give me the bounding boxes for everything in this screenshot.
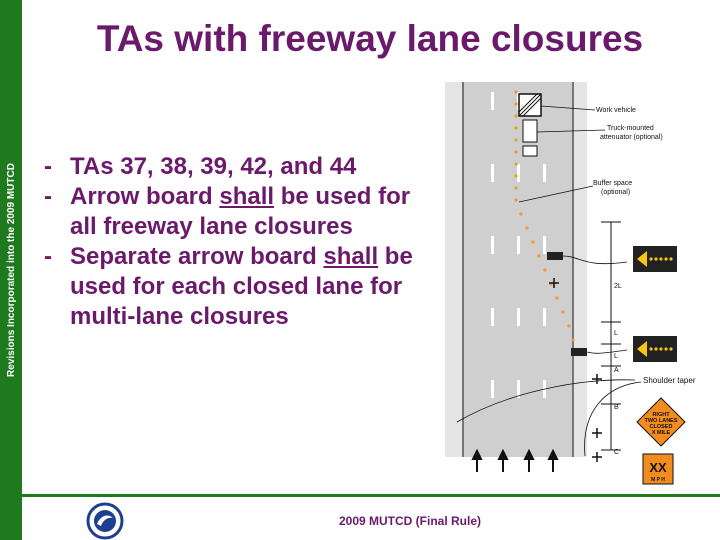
lane-closed-warning-sign <box>637 398 685 446</box>
arrow-board-callout-2 <box>633 336 677 362</box>
road-arrow-board-1 <box>547 252 563 260</box>
speed-plaque-unit: M P H <box>651 477 665 483</box>
label-buffer-1: Buffer space <box>593 180 633 187</box>
label-buffer-2: (optional) <box>601 189 631 196</box>
bullet-separate-board-post: be used for each closed lane for multi-lane closures <box>70 243 413 330</box>
bullet-ta-text: TAs 37, 38, 39, 42, and 44 <box>70 153 357 180</box>
bullet-arrow-board-pre: Arrow board <box>70 183 220 210</box>
truck-attenuator-icon <box>523 120 537 142</box>
speed-plaque <box>643 454 673 484</box>
bullet-arrow-board-shall: shall <box>219 183 275 210</box>
label-tma-2: attenuator (optional) <box>600 134 663 141</box>
bullet-ta-list: - TAs 37, 38, 39, 42, and 44 <box>44 153 357 180</box>
sign-line-1: RIGHT <box>652 412 670 418</box>
sign-line-4: X MILE <box>651 430 671 436</box>
usdot-seal-logo <box>86 502 124 540</box>
sidebar-caption: Revisions Incorporated into the 2009 MUTCD <box>6 163 17 377</box>
label-tma-1: Truck-mounted <box>607 125 654 132</box>
bullet-separate-board-shall: shall <box>323 243 379 270</box>
sign-line-2: TWO LANES <box>644 418 678 424</box>
bullet-list <box>44 152 424 332</box>
dim-l-label-1: L <box>614 330 618 337</box>
roadway <box>463 82 573 457</box>
dim-2l-label: 2L <box>614 283 622 290</box>
footer-rule <box>22 494 720 497</box>
sign-line-3: CLOSED <box>649 424 673 430</box>
dim-l-label-2: L <box>614 353 618 360</box>
road-arrow-board-2 <box>571 348 587 356</box>
bullet-separate-board-pre: Separate arrow board <box>70 243 324 270</box>
left-shoulder <box>445 82 465 457</box>
dim-a-label: A <box>614 367 619 374</box>
label-shoulder-taper: Shoulder taper <box>643 376 696 385</box>
speed-plaque-value: XX <box>649 460 667 475</box>
bullet-separate-board: - Separate arrow board shall be used for each closed lane for multi-lane closures <box>44 243 413 330</box>
bullet-arrow-board-post: be used for all freeway lane closures <box>70 183 411 240</box>
label-work-vehicle: Work vehicle <box>596 107 636 114</box>
dim-c-label: C <box>614 449 620 456</box>
lane-closure-diagram <box>415 82 715 488</box>
arrow-board-callout-1 <box>633 246 677 272</box>
slide-title: TAs with freeway lane closures <box>96 18 644 59</box>
bullet-arrow-board: - Arrow board shall be used for all freeway lane closures <box>44 183 411 240</box>
footer-caption: 2009 MUTCD (Final Rule) <box>338 514 482 528</box>
sidebar-band <box>0 0 22 540</box>
right-shoulder <box>573 82 587 457</box>
dim-b-label: B <box>614 404 619 411</box>
